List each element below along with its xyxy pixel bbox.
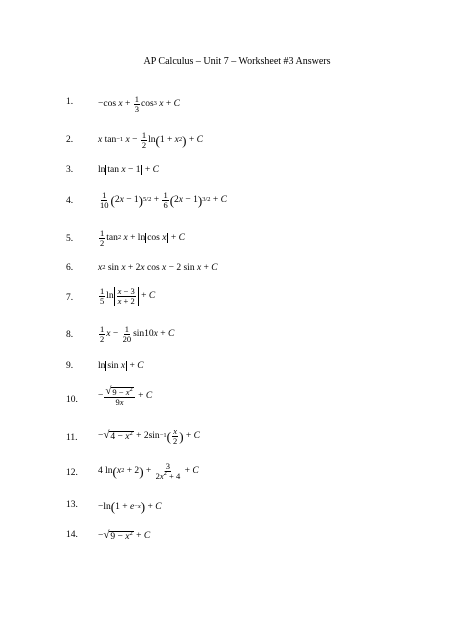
answer-expression: $\frac{1}{2}$ tan 2 x + ln cos x + C (100, 228, 185, 248)
answer-number: 9. (66, 361, 74, 371)
answer-number: 13. (66, 500, 78, 510)
answer-expression: −cos x + $\frac{1}{3}$ cos 3 x + C (98, 94, 180, 114)
answer-number: 11. (66, 433, 78, 443)
answer-expression: x tan −1 x − $\frac{1}{2}$ ln ( 1 + x 2 ) + C (98, 130, 203, 150)
answer-number: 5. (66, 234, 74, 244)
answer-number: 4. (66, 196, 74, 206)
answer-number: 12. (66, 468, 78, 478)
answer-number: 2. (66, 135, 74, 145)
answer-expression: x 2 sin x + 2 x cos x − 2 sin x + C (98, 263, 218, 273)
answer-number: 1. (66, 97, 74, 107)
answer-expression: −ln ( 1 + e −x ) + C (98, 499, 162, 514)
answer-number: 8. (66, 330, 74, 340)
answer-expression: $\frac{1}{5}$ ln $\frac{x - 3}{x + 2}$ + C (100, 286, 156, 306)
answer-number: 10. (66, 395, 78, 405)
answer-expression: $\frac{1}{2}$ x − $\frac{1}{20}$ sin10 x + C (100, 324, 175, 344)
answer-expression: 4 ln ( x 2 + 2 ) + $\frac{3}{2x^2 + 4}$ + C (98, 461, 199, 481)
answer-number: 3. (66, 165, 74, 175)
answer-expression: $\frac{1}{10}$ ( 2 x − 1 ) 5/2 + $\frac{1}{6}$ ( 2 x − 1 ) 3/2 + C (100, 190, 227, 210)
answer-expression: − √ $4 - x^2$ + 2sin −1 ( $\frac{x}{2}$ ) + C (98, 426, 200, 446)
answer-expression: ln sin x + C (98, 361, 144, 371)
answer-expression: − √ $9 - x^2$ 9x + C (98, 385, 153, 407)
answer-number: 14. (66, 530, 78, 540)
page-title: AP Calculus – Unit 7 – Worksheet #3 Answers (143, 56, 331, 67)
answer-number: 7. (66, 293, 74, 303)
answer-expression: − √ $9 - x^2$ + C (98, 529, 151, 542)
answer-number: 6. (66, 263, 74, 273)
answer-expression: ln tan x − 1 + C (98, 165, 159, 175)
